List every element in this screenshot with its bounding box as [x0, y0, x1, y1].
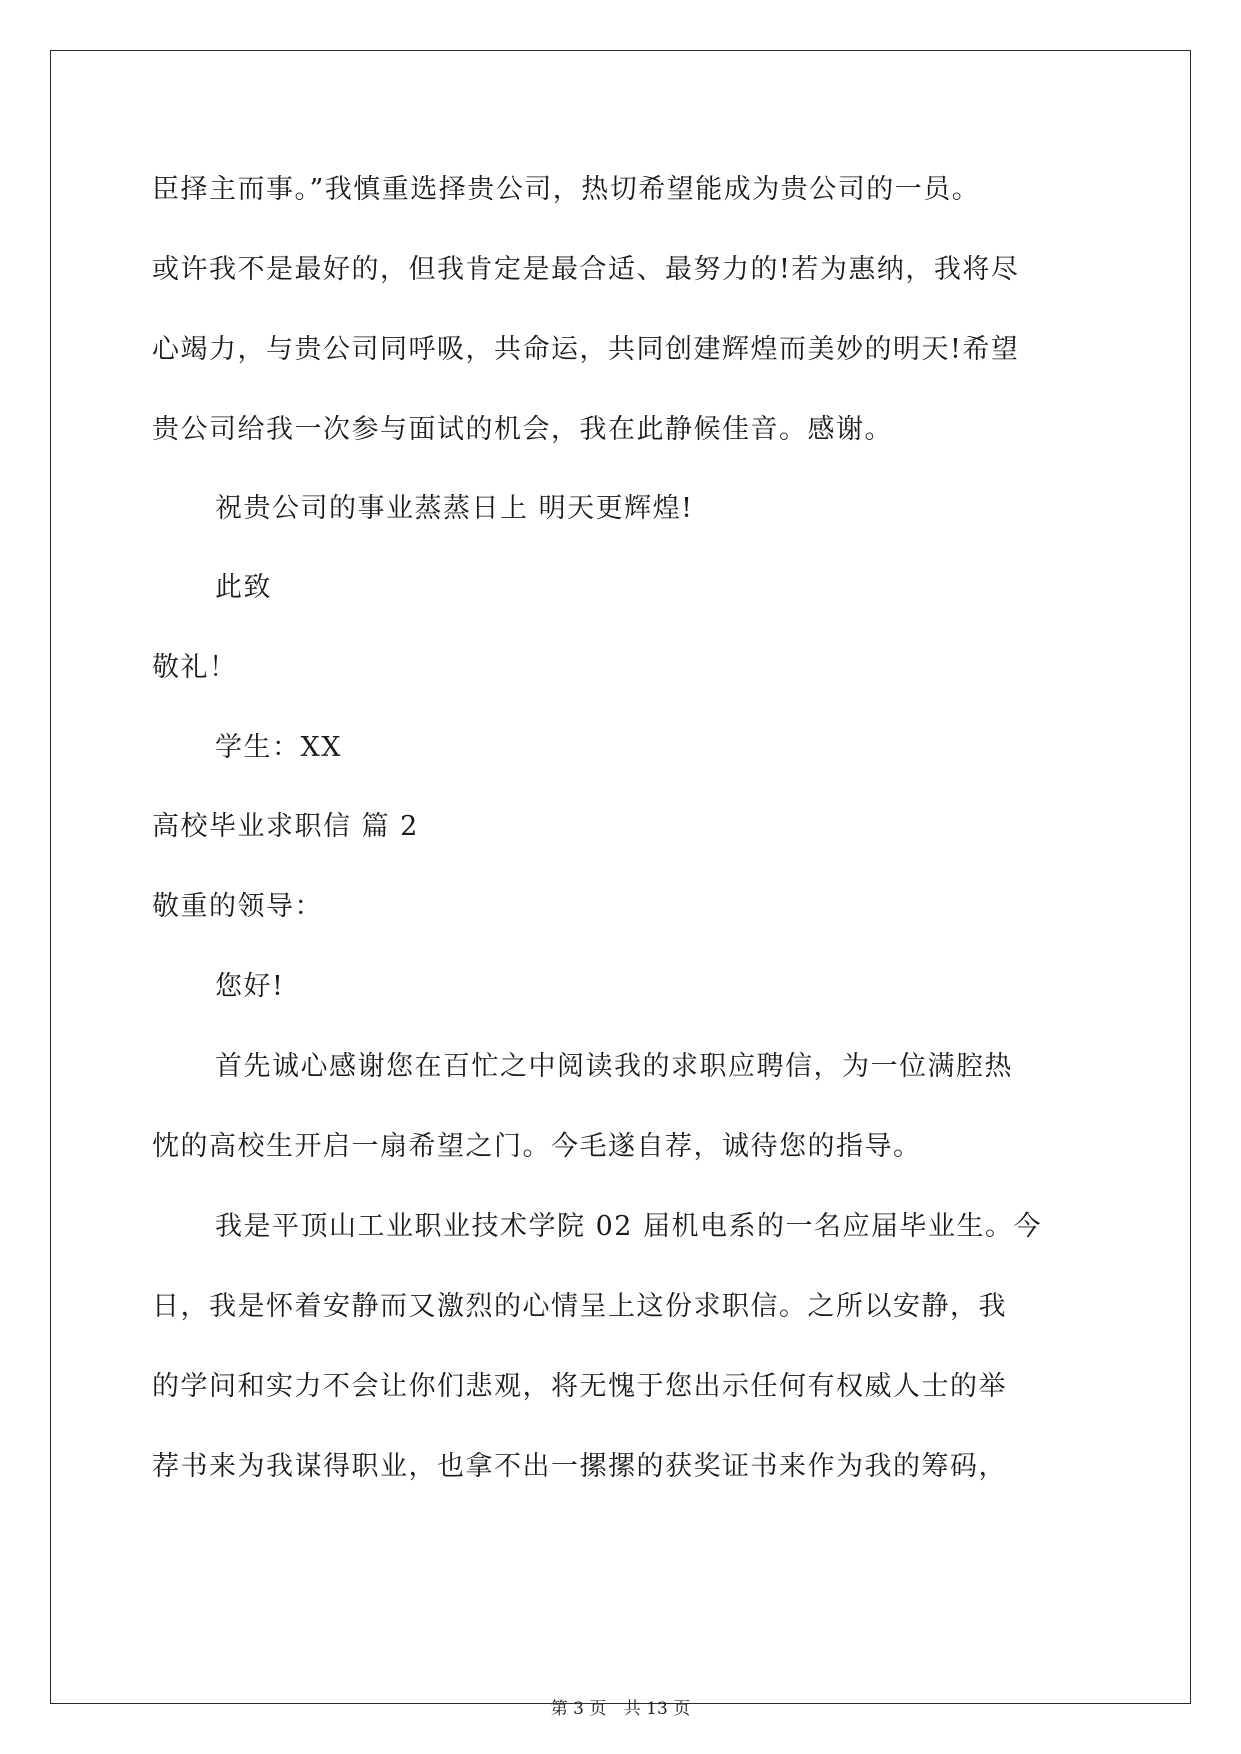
text-line: 的学问和实力不会让你们悲观，将无愧于您出示任何有权威人士的举 — [152, 1371, 1007, 1402]
closing-wish: 祝贵公司的事业蒸蒸日上 明天更辉煌! — [215, 493, 694, 524]
text-line: 臣择主而事。”我慎重选择贵公司，热切希望能成为贵公司的一员。 — [152, 174, 981, 205]
salutation-respect: 敬礼！ — [152, 652, 238, 683]
text-line: 荐书来为我谋得职业，也拿不出一摞摞的获奖证书来作为我的筹码， — [152, 1451, 1007, 1482]
text-line: 忱的高校生开启一扇希望之门。今毛遂自荐，诚待您的指导。 — [152, 1131, 922, 1162]
page-footer — [0, 1698, 1241, 1720]
text-line: 我是平顶山工业职业技术学院 02 届机电系的一名应届毕业生。今 — [215, 1211, 1043, 1242]
greeting-recipient: 敬重的领导： — [152, 891, 323, 922]
text-line: 贵公司给我一次参与面试的机会，我在此静候佳音。感谢。 — [152, 414, 893, 445]
text-line: 首先诚心感谢您在百忙之中阅读我的求职应聘信，为一位满腔热 — [215, 1051, 1013, 1082]
section-title: 高校毕业求职信 篇 2 — [152, 811, 419, 842]
greeting: 您好! — [215, 971, 285, 1002]
text-line: 或许我不是最好的，但我肯定是最合适、最努力的!若为惠纳，我将尽 — [152, 254, 1020, 285]
text-line: 日，我是怀着安静而又激烈的心情呈上这份求职信。之所以安静，我 — [152, 1291, 1007, 1322]
signature: 学生：XX — [215, 732, 342, 763]
page-number: 第 3 页 — [550, 1699, 607, 1719]
page-total: 共 13 页 — [623, 1699, 691, 1719]
salutation-closing: 此致 — [215, 572, 272, 603]
text-line: 心竭力，与贵公司同呼吸，共命运，共同创建辉煌而美妙的明天!希望 — [152, 334, 1020, 365]
